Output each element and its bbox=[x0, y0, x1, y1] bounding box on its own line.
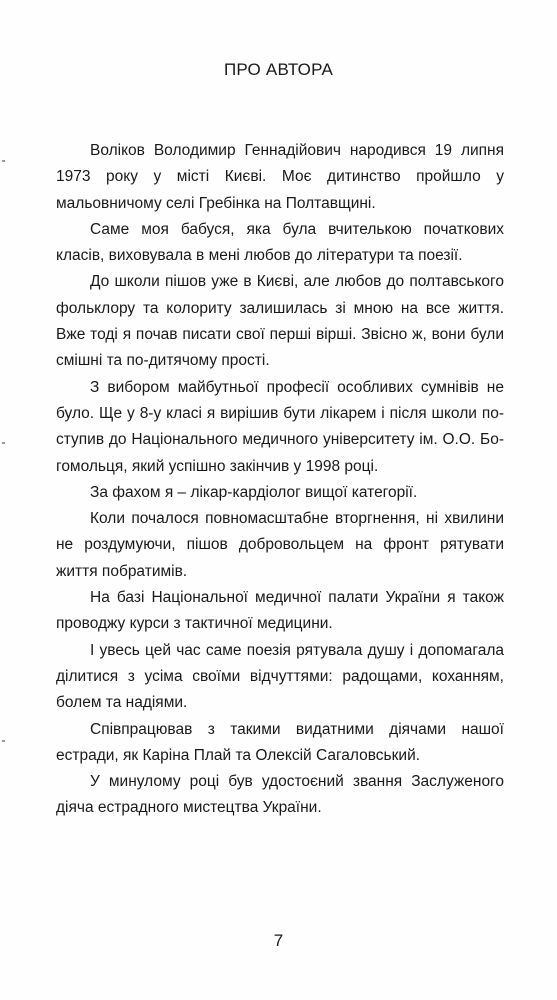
paragraph: У минулому році був удостоєний звання Заслуженого діяча естрадного мистецтва України. bbox=[56, 773, 504, 817]
paragraph: На базі Національної медичної палати України я також проводжу курси з тактичної медицини. bbox=[56, 589, 504, 633]
body-text bbox=[56, 138, 504, 822]
paragraph: Саме моя бабуся, яка була вчителькою початкових класів, виховувала в мені любов до літератури та поезії. bbox=[56, 220, 504, 265]
paragraph: До школи пішов уже в Києві, але любов до полтавського фольклору та колориту залишилась зі мною на все життя. Вже тоді я почав писати свої перші вірші. Звісно ж, вони були смішні та по-дитячому прості. bbox=[56, 273, 504, 370]
paragraph: Коли почалося повномасштабне вторгнення, ні хвилини не роздумуючи, пішов добровольцем на фронт рятувати життя побратимів. bbox=[56, 510, 504, 580]
edge-mark bbox=[2, 442, 5, 444]
page-title: ПРО АВТОРА bbox=[223, 60, 334, 79]
page-number: 7 bbox=[273, 931, 284, 950]
edge-mark bbox=[2, 160, 5, 162]
paragraph: З вибором майбутньої професії особливих сумнівів не було. Ще у 8-у класі я вирішив бути лікарем і після школи поступив до Національного медичного університету ім. О.О. Богомольця, який успішно закінчив у 1998 році. bbox=[56, 378, 504, 475]
edge-mark bbox=[2, 740, 5, 742]
paragraph: Воліков Володимир Геннадійович народився 19 липня 1973 року у місті Києві. Моє дитинство пройшло у мальовничому селі Гребінка на Полтавщині. bbox=[56, 142, 504, 212]
paragraph: Співпрацював з такими видатними діячами нашої естради, як Каріна Плай та Олексій Сагаловський. bbox=[56, 720, 504, 764]
paragraph: І увесь цей час саме поезія рятувала душу і допомагала ділитися з усіма своїми відчуттями: радощами, коханням, болем та надіями. bbox=[56, 641, 504, 712]
paragraph: За фахом я – лікар-кардіолог вищої категорії. bbox=[90, 483, 418, 501]
